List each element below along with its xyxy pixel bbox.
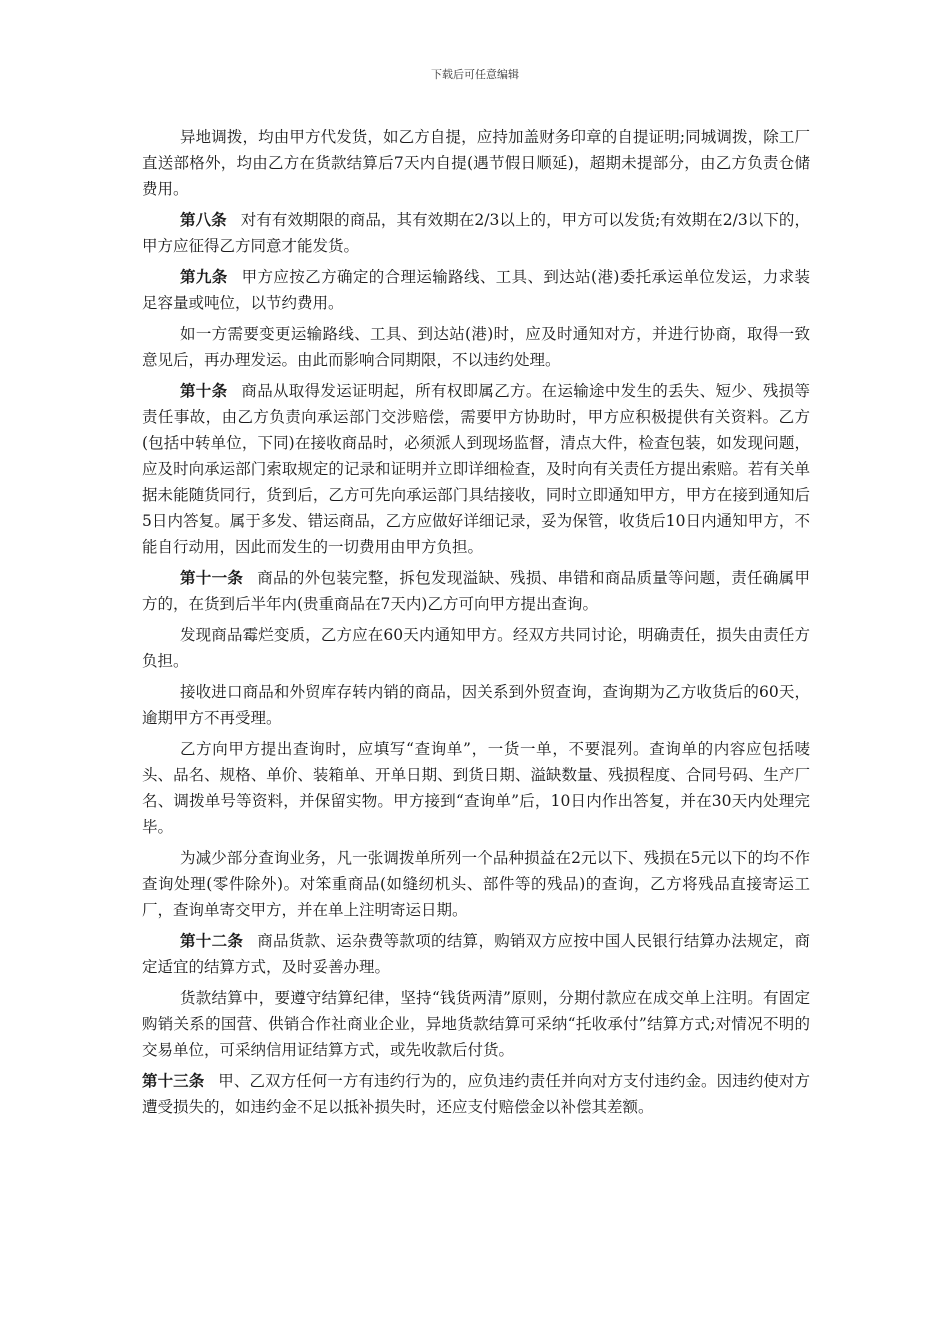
paragraph-text: 乙方向甲方提出查询时，应填写“查询单”，一货一单，不要混列。查询单的内容应包括唛头、品名、规格、单价、装箱单、开单日期、到货日期、溢缺数量、残损程度、合同号码、生产厂名、调拨单号等资料，并保留实物。甲方接到“查询单”后，10日内作出答复，并在30天内处理完毕。 bbox=[142, 740, 810, 836]
paragraph-text: 异地调拨，均由甲方代发货，如乙方自提，应持加盖财务印章的自提证明;同城调拨，除工厂直送部格外，均由乙方在货款结算后7天内自提(遇节假日顺延)，超期未提部分，由乙方负责仓储费用。 bbox=[142, 128, 810, 198]
paragraph-text: 发现商品霉烂变质，乙方应在60天内通知甲方。经双方共同讨论，明确责任，损失由责任方负担。 bbox=[142, 626, 810, 670]
paragraph bbox=[142, 622, 810, 674]
paragraph bbox=[142, 565, 810, 617]
article-number: 第八条 bbox=[180, 210, 227, 229]
paragraph bbox=[142, 1068, 810, 1120]
paragraph-text: 甲方应按乙方确定的合理运输路线、工具、到达站(港)委托承运单位发运，力求装足容量或吨位，以节约费用。 bbox=[142, 268, 810, 312]
paragraph-text: 为减少部分查询业务，凡一张调拨单所列一个品种损益在2元以下、残损在5元以下的均不作查询处理(零件除外)。对笨重商品(如缝纫机头、部件等的残品)的查询，乙方将残品直接寄运工厂，查询单寄交甲方，并在单上注明寄运日期。 bbox=[142, 849, 810, 919]
paragraph-text: 货款结算中，要遵守结算纪律，坚持“钱货两清”原则，分期付款应在成交单上注明。有固定购销关系的国营、供销合作社商业企业，异地货款结算可采纳“托收承付”结算方式;对情况不明的交易单位，可采纳信用证结算方式，或先收款后付货。 bbox=[142, 989, 810, 1059]
paragraph bbox=[142, 207, 810, 259]
page-header: 下载后可任意编辑 bbox=[431, 68, 519, 81]
paragraph-text: 接收进口商品和外贸库存转内销的商品，因关系到外贸查询，查询期为乙方收货后的60天，逾期甲方不再受理。 bbox=[142, 683, 810, 727]
paragraph bbox=[142, 264, 810, 316]
article-number: 第十三条 bbox=[142, 1071, 205, 1090]
article-number: 第十条 bbox=[180, 381, 228, 400]
paragraph-text: 对有有效期限的商品，其有效期在2/3以上的，甲方可以发货;有效期在2/3以下的，甲方应征得乙方同意才能发货。 bbox=[142, 211, 810, 255]
paragraph bbox=[142, 378, 810, 560]
paragraph-text: 商品货款、运杂费等款项的结算，购销双方应按中国人民银行结算办法规定，商定适宜的结算方式，及时妥善办理。 bbox=[142, 932, 810, 976]
paragraph bbox=[142, 985, 810, 1063]
paragraph-text: 甲、乙双方任何一方有违约行为的，应负违约责任并向对方支付违约金。因违约使对方遭受损失的，如违约金不足以抵补损失时，还应支付赔偿金以补偿其差额。 bbox=[142, 1072, 810, 1116]
article-number: 第九条 bbox=[180, 267, 228, 286]
paragraph bbox=[142, 928, 810, 980]
paragraph bbox=[142, 321, 810, 373]
document-body bbox=[142, 124, 810, 1125]
paragraph bbox=[142, 124, 810, 202]
paragraph-text: 如一方需要变更运输路线、工具、到达站(港)时，应及时通知对方，并进行协商，取得一致意见后，再办理发运。由此而影响合同期限，不以违约处理。 bbox=[142, 325, 810, 369]
paragraph bbox=[142, 679, 810, 731]
paragraph bbox=[142, 736, 810, 840]
article-number: 第十二条 bbox=[180, 931, 244, 950]
article-number: 第十一条 bbox=[180, 568, 244, 587]
paragraph-text: 商品从取得发运证明起，所有权即属乙方。在运输途中发生的丢失、短少、残损等责任事故，由乙方负责向承运部门交涉赔偿，需要甲方协助时，甲方应积极提供有关资料。乙方(包括中转单位，下同)在接收商品时，必须派人到现场监督，清点大件，检查包装，如发现问题，应及时向承运部门索取规定的记录和证明并立即详细检查，及时向有关责任方提出索赔。若有关单据未能随货同行，货到后，乙方可先向承运部门具结接收，同时立即通知甲方，甲方在接到通知后5日内答复。属于多发、错运商品，乙方应做好详细记录，妥为保管，收货后10日内通知甲方，不能自行动用，因此而发生的一切费用由甲方负担。 bbox=[142, 382, 810, 556]
paragraph-text: 商品的外包装完整，拆包发现溢缺、残损、串错和商品质量等问题，责任确属甲方的，在货到后半年内(贵重商品在7天内)乙方可向甲方提出查询。 bbox=[142, 569, 810, 613]
paragraph bbox=[142, 845, 810, 923]
